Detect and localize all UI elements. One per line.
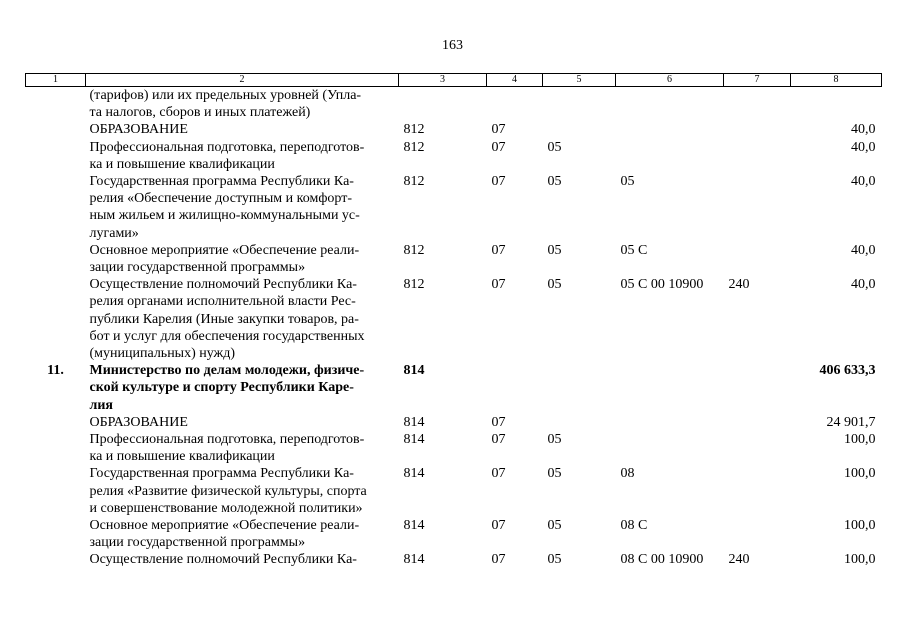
header-col-8: 8 bbox=[791, 74, 882, 87]
row-amount: 406 633,3 bbox=[819, 363, 876, 379]
row-target-article bbox=[616, 139, 724, 173]
row-name: ОБРАЗОВАНИЕ bbox=[89, 414, 188, 430]
row-amount: 40,0 bbox=[851, 174, 876, 190]
table-row bbox=[26, 87, 882, 122]
row-number: 11. bbox=[47, 363, 64, 379]
row-amount: 40,0 bbox=[851, 242, 876, 258]
row-name: Министерство по делам молодежи, физиче- ской культуре и спорту Республики Каре- лия bbox=[89, 363, 365, 413]
row-number bbox=[26, 465, 86, 517]
table-body bbox=[26, 87, 882, 569]
row-section-code: 07 bbox=[491, 518, 506, 534]
row-target-article: 05 С 00 10900 bbox=[620, 277, 704, 293]
row-section-code: 07 bbox=[491, 122, 506, 138]
table-row bbox=[26, 173, 882, 242]
row-subsection-code: 05 bbox=[547, 277, 562, 293]
row-section-code: 07 bbox=[491, 552, 506, 568]
row-ministry-code: 814 bbox=[403, 518, 425, 534]
row-section-code: 07 bbox=[491, 242, 506, 258]
row-ministry-code: 812 bbox=[403, 122, 425, 138]
table-row bbox=[26, 362, 882, 414]
row-subsection-code: 05 bbox=[547, 432, 562, 448]
row-ministry-code: 812 bbox=[403, 277, 425, 293]
row-number bbox=[26, 173, 86, 242]
row-number bbox=[26, 87, 86, 122]
row-subsection-code: 05 bbox=[547, 552, 562, 568]
row-ministry-code: 814 bbox=[403, 363, 425, 379]
row-section-code: 07 bbox=[491, 432, 506, 448]
row-expense-type bbox=[724, 465, 791, 517]
row-target-article bbox=[616, 121, 724, 138]
row-section-code: 07 bbox=[491, 139, 506, 155]
row-name: Основное мероприятие «Обеспечение реали- зации государственной программы» bbox=[89, 518, 360, 551]
row-expense-type bbox=[724, 173, 791, 242]
row-amount: 100,0 bbox=[844, 552, 876, 568]
row-amount: 100,0 bbox=[844, 518, 876, 534]
table-row bbox=[26, 431, 882, 465]
row-name: Осуществление полномочий Республики Ка- bbox=[89, 552, 357, 568]
row-ministry-code: 814 bbox=[403, 432, 425, 448]
row-target-article bbox=[616, 414, 724, 431]
row-subsection-code: 05 bbox=[547, 242, 562, 258]
header-col-3: 3 bbox=[399, 74, 487, 87]
row-name: (тарифов) или их предельных уровней (Упла- та налогов, сборов и иных платежей) bbox=[89, 88, 362, 121]
row-number bbox=[26, 551, 86, 568]
row-amount: 40,0 bbox=[851, 122, 876, 138]
row-section-code bbox=[487, 87, 543, 122]
header-col-4: 4 bbox=[487, 74, 543, 87]
header-col-6: 6 bbox=[616, 74, 724, 87]
row-number bbox=[26, 431, 86, 465]
row-section-code: 07 bbox=[491, 466, 506, 482]
row-section-code bbox=[487, 362, 543, 414]
row-ministry-code: 812 bbox=[403, 242, 425, 258]
table-header bbox=[26, 74, 882, 87]
row-section-code: 07 bbox=[491, 277, 506, 293]
table-row bbox=[26, 465, 882, 517]
row-target-article: 08 С bbox=[620, 518, 648, 534]
row-amount: 100,0 bbox=[844, 466, 876, 482]
row-target-article bbox=[616, 431, 724, 465]
row-subsection-code: 05 bbox=[547, 466, 562, 482]
row-ministry-code: 812 bbox=[403, 139, 425, 155]
row-expense-type: 240 bbox=[728, 277, 750, 293]
row-section-code: 07 bbox=[491, 414, 506, 430]
header-col-1: 1 bbox=[26, 74, 86, 87]
row-name: Профессиональная подготовка, переподготов- ка и повышение квалификации bbox=[89, 139, 365, 172]
row-number bbox=[26, 276, 86, 362]
row-target-article: 08 bbox=[620, 466, 635, 482]
table-row bbox=[26, 121, 882, 138]
row-expense-type bbox=[724, 139, 791, 173]
row-expense-type bbox=[724, 87, 791, 122]
row-number bbox=[26, 414, 86, 431]
row-name: Основное мероприятие «Обеспечение реали- зации государственной программы» bbox=[89, 242, 360, 276]
row-ministry-code bbox=[399, 87, 487, 122]
header-col-5: 5 bbox=[543, 74, 616, 87]
row-expense-type bbox=[724, 431, 791, 465]
row-name: Профессиональная подготовка, переподготов- ка и повышение квалификации bbox=[89, 432, 365, 465]
row-expense-type bbox=[724, 121, 791, 138]
budget-table bbox=[25, 73, 882, 569]
table-row bbox=[26, 517, 882, 551]
row-amount: 100,0 bbox=[844, 432, 876, 448]
row-name: Государственная программа Республики Ка- релия «Развитие физической культуры, спорта и совершенствование молодежной политики» bbox=[89, 466, 367, 516]
row-name: Осуществление полномочий Республики Ка- релия органами исполнительной власти Рес- публики Карелия (Иные закупки товаров, ра- бот и услуг для обеспечения государственных (муниципальных) нужд) bbox=[89, 277, 365, 362]
row-subsection-code: 05 bbox=[547, 518, 562, 534]
row-section-code: 07 bbox=[491, 174, 506, 190]
row-ministry-code: 814 bbox=[403, 466, 425, 482]
row-amount bbox=[791, 87, 882, 122]
row-ministry-code: 814 bbox=[403, 552, 425, 568]
row-subsection-code: 05 bbox=[547, 174, 562, 190]
table-row bbox=[26, 414, 882, 431]
table-row bbox=[26, 551, 882, 568]
row-number bbox=[26, 242, 86, 276]
row-subsection-code bbox=[543, 414, 616, 431]
row-target-article: 05 bbox=[620, 174, 635, 190]
row-expense-type bbox=[724, 362, 791, 414]
row-number bbox=[26, 517, 86, 551]
page-number: 163 bbox=[442, 38, 463, 53]
row-ministry-code: 814 bbox=[403, 414, 425, 430]
row-expense-type bbox=[724, 414, 791, 431]
row-number bbox=[26, 139, 86, 173]
row-expense-type bbox=[724, 242, 791, 276]
row-name: Государственная программа Республики Ка- релия «Обеспечение доступным и комфорт- ным жильем и жилищно-коммунальными ус- лугами» bbox=[89, 174, 360, 241]
header-col-7: 7 bbox=[724, 74, 791, 87]
row-expense-type bbox=[724, 517, 791, 551]
row-subsection-code: 05 bbox=[547, 139, 562, 155]
row-amount: 24 901,7 bbox=[826, 414, 876, 430]
header-col-2: 2 bbox=[86, 74, 399, 87]
row-subsection-code bbox=[543, 362, 616, 414]
table-row bbox=[26, 242, 882, 276]
row-name: ОБРАЗОВАНИЕ bbox=[89, 122, 188, 138]
row-amount: 40,0 bbox=[851, 139, 876, 155]
row-expense-type: 240 bbox=[728, 552, 750, 568]
row-target-article bbox=[616, 362, 724, 414]
row-ministry-code: 812 bbox=[403, 174, 425, 190]
row-target-article: 08 С 00 10900 bbox=[620, 552, 704, 568]
row-target-article: 05 С bbox=[620, 242, 648, 258]
row-target-article bbox=[616, 87, 724, 122]
table-row bbox=[26, 276, 882, 362]
row-amount: 40,0 bbox=[851, 277, 876, 293]
table-row bbox=[26, 139, 882, 173]
row-subsection-code bbox=[543, 121, 616, 138]
row-subsection-code bbox=[543, 87, 616, 122]
row-number bbox=[26, 121, 86, 138]
